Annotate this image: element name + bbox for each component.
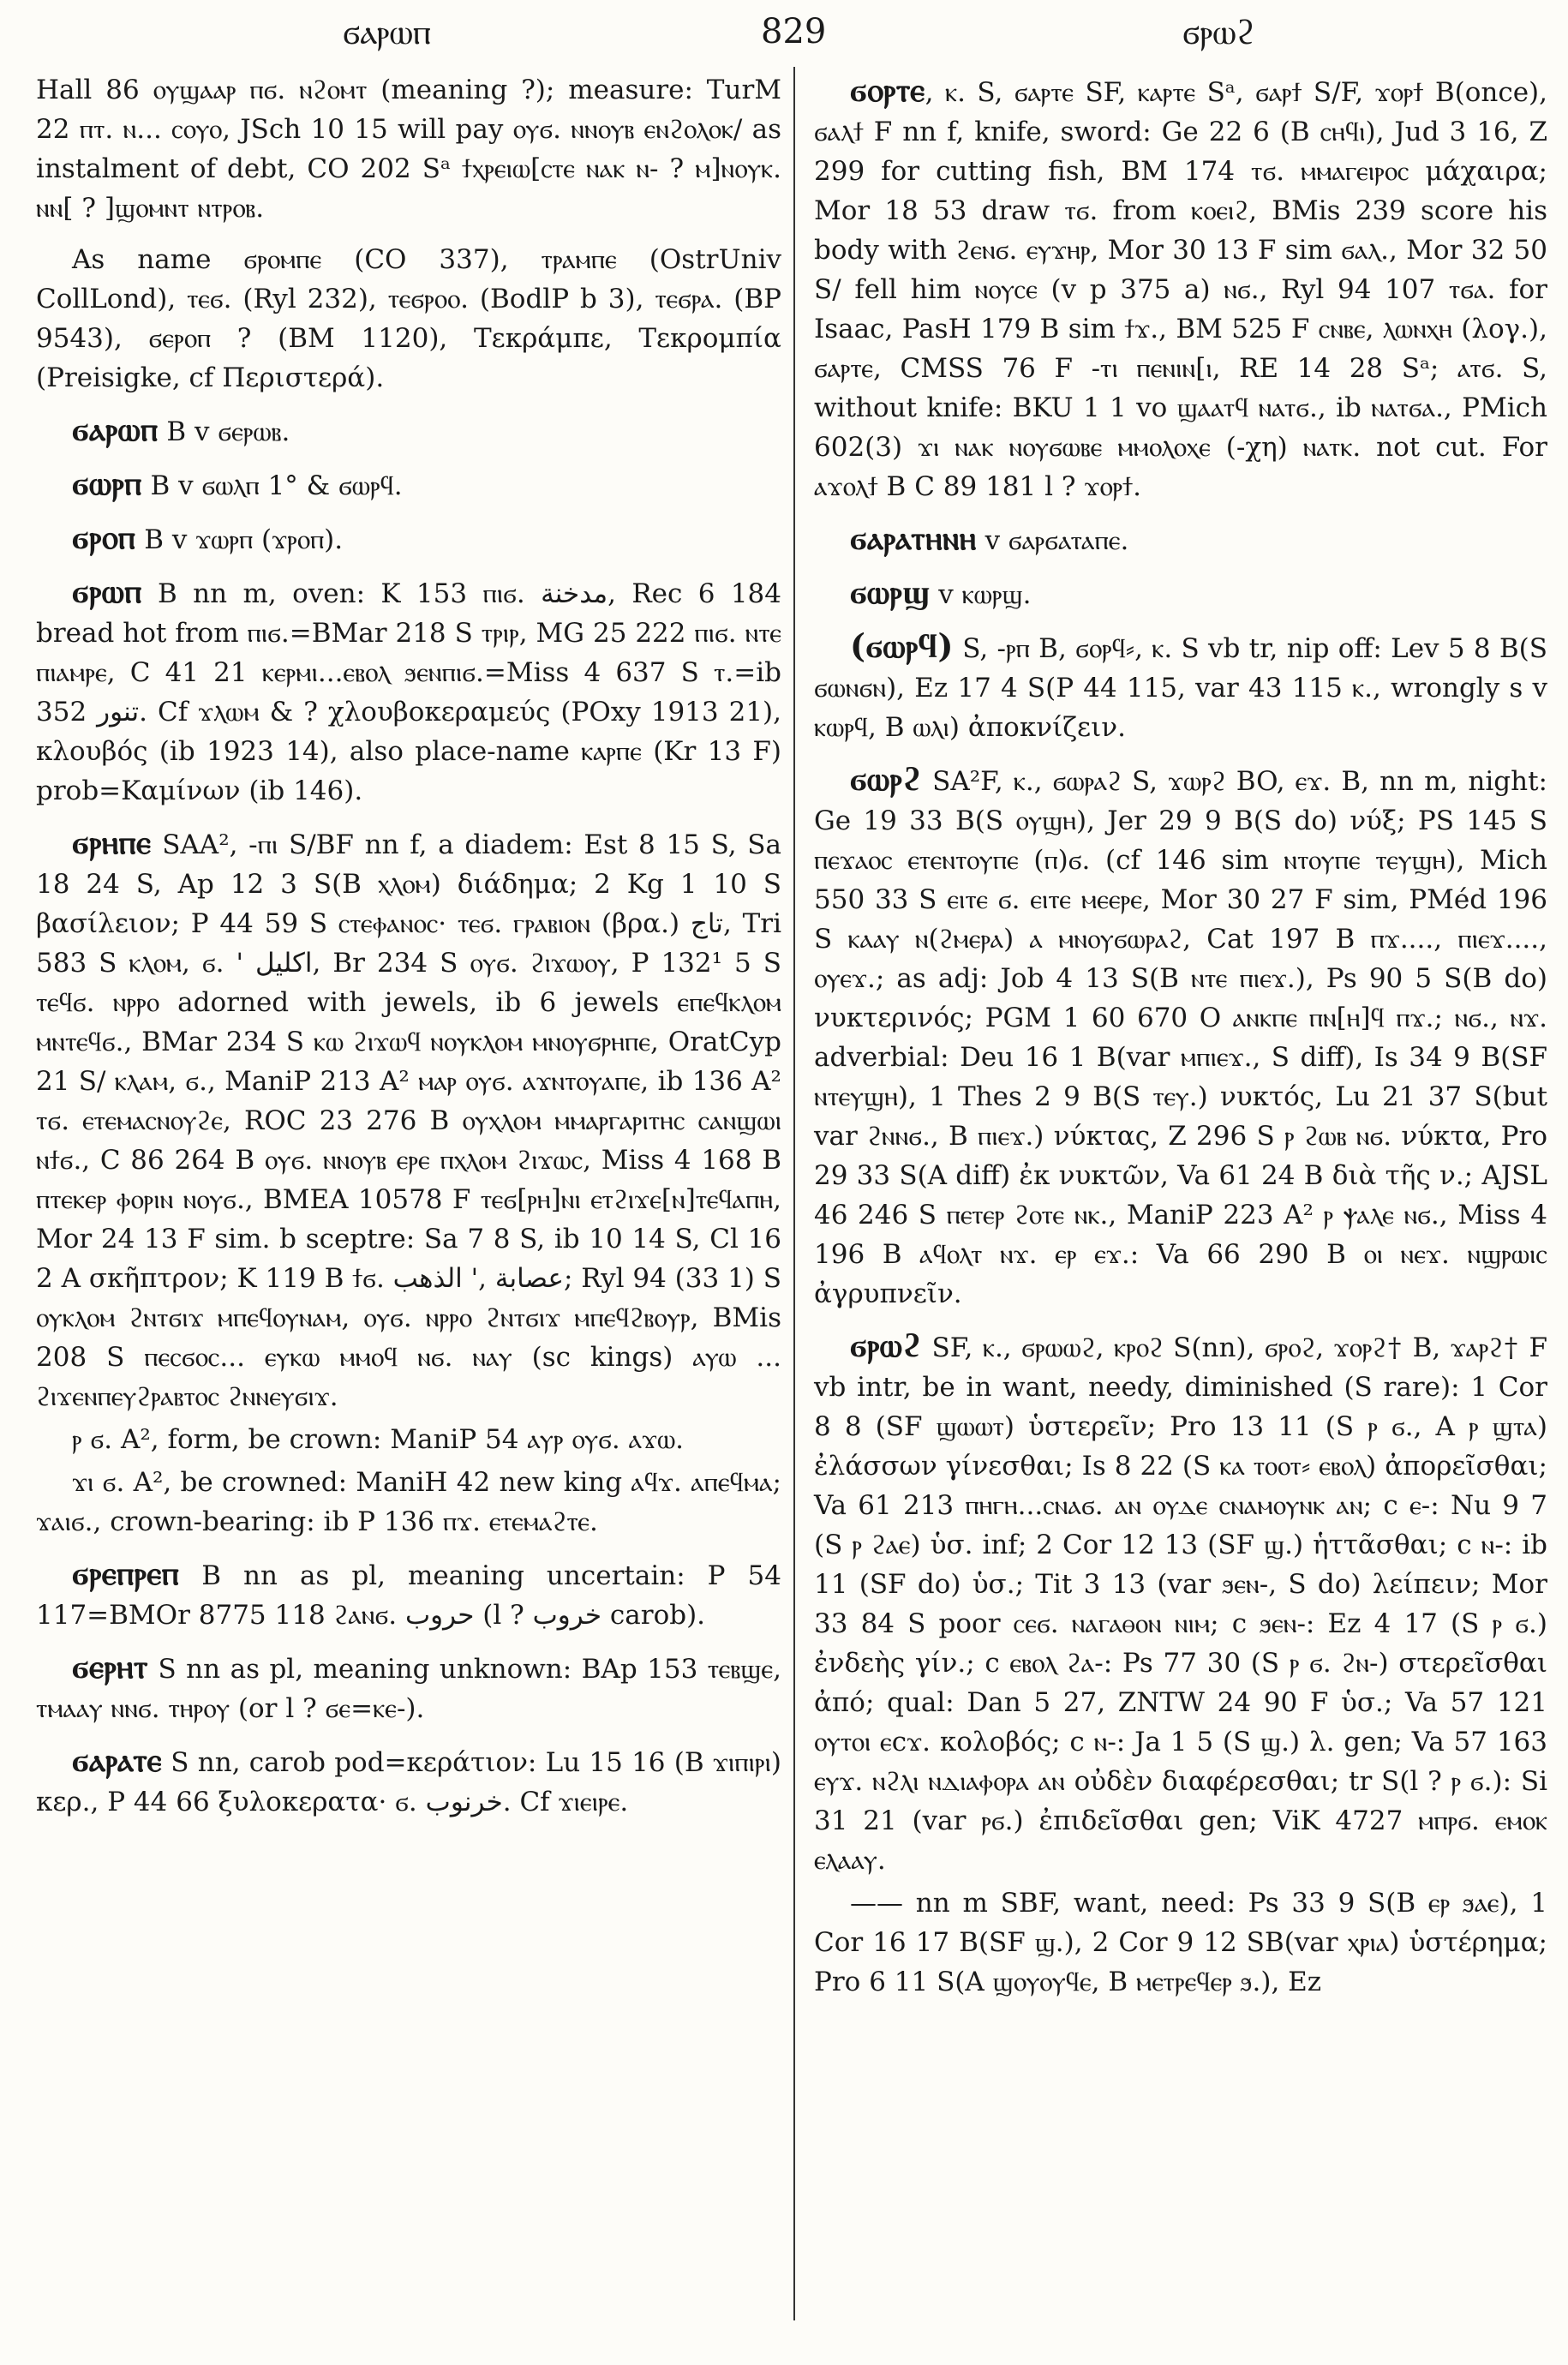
entry-text: —— nn m SBF, want, need: Ps 33 9 S(B ⲉⲣ ϧⲁⲉ), 1 Cor 16 17 B(SF ϣ.), 2 Cor 9 12 SB(var ⲭⲣⲓⲁ) ὑστέρημα; Pro 6 11 S(A ϣⲟⲩⲟⲩϥⲉ, B ⲙⲉⲧⲣⲉϥⲉⲣ ϧ.), Ez (814, 1888, 1547, 1997)
running-head (34, 12, 1534, 60)
entry-text: Hall 86 ⲟⲩϣⲁⲁⲣ ⲡϭ. ⲛϩⲟⲙⲧ (meaning ?); measure: TurM 22 ⲡⲧ. ⲛ... ⲥⲟⲩⲟ, JSch 10 15 will pay ⲟⲩϭ. ⲛⲛⲟⲩⲃ ⲉⲛϩⲟⲗⲟⲕ/ as instalment of debt, CO 202 Sᵃ ϯⲭⲣⲉⲓⲱ[ⲥⲧⲉ ⲛⲁⲕ ⲛ- ? ⲙ]ⲛⲟⲩⲕ. ⲛⲛ[ ? ]ϣⲟⲙⲛⲧ ⲛⲧⲣⲟⲃ. (36, 75, 781, 224)
entry-subsense (36, 1463, 781, 1542)
entry (36, 823, 781, 1416)
headword: ϭⲁⲣⲁⲧⲉ (72, 1740, 163, 1779)
entry-text: B v ϭⲉⲣⲱⲃ. (166, 416, 290, 447)
right-column (814, 70, 1547, 2014)
entry (36, 464, 781, 506)
headword: ϭⲣⲱϩ (850, 1326, 923, 1364)
headword: ϭⲁⲣⲱⲡ (72, 410, 159, 448)
headword: (ϭⲱⲣϥ) (850, 626, 954, 665)
headword: ϭⲣⲏⲡⲉ (72, 823, 152, 861)
headword: ϭⲱⲣϣ (850, 572, 931, 611)
entry-text: B v ϫⲱⲣⲡ (ϫⲣⲟⲡ). (144, 524, 344, 555)
entry (36, 1647, 781, 1728)
headword: ϭⲉⲣⲏⲧ (72, 1647, 149, 1685)
entry (36, 410, 781, 452)
entry (814, 759, 1547, 1314)
entry-text: B nn as pl, meaning uncertain: P 54 117=BMOr 8775 118 ϩⲁⲛϭ. حروب (l ? خروب carob). (36, 1560, 781, 1631)
entry (36, 518, 781, 560)
entry-subsense (814, 1883, 1547, 2002)
entry-subsense (36, 1420, 781, 1459)
entry (814, 626, 1547, 747)
entry-text: S nn, carob pod=κεράτιον: Lu 15 16 (B ϫⲓⲡⲓⲣⲓ) κερ., P 44 66 ξυλοκερατα· ϭ. خرنوب. Cf ϫⲓⲉⲓⲣⲉ. (36, 1747, 781, 1817)
entry-continuation (36, 70, 781, 228)
entry-text: S, -ⲣⲡ B, ϭⲟⲣϥ⸗, ⲕ. S vb tr, nip off: Lev 5 8 B(S ϭⲱⲛϭⲛ), Ez 17 4 S(P 44 115, var 43 115 ⲕ., wrongly s v ⲕⲱⲣϥ, B ⲱⲗⲓ) ἀποκνίζειν. (814, 633, 1547, 743)
header-left-word: ϭⲁⲣⲱⲡ (343, 13, 431, 52)
headword: ϭⲣⲱⲡ (72, 572, 142, 610)
entry-text: S nn as pl, meaning unknown: BAp 153 ⲧⲉⲃϣⲉ, ⲧⲙⲁⲁⲩ ⲛⲛϭ. ⲧⲏⲣⲟⲩ (or l ? ϭⲉ=ⲕⲉ-). (36, 1654, 781, 1724)
headword: ϭⲱⲣϩ (850, 759, 923, 798)
headword: ϭⲟⲣⲧⲉ (850, 70, 925, 109)
entry (814, 1326, 1547, 1880)
entry (814, 572, 1547, 614)
entry (814, 518, 1547, 560)
entry-text: SA²F, ⲕ., ϭⲱⲣⲁϩ S, ϫⲱⲣϩ BO, ⲉϫ. B, nn m, night: Ge 19 33 B(S ⲟⲩϣⲏ), Jer 29 9 B(S do) νύξ; PS 145 S ⲡⲉϫⲁⲟⲥ ⲉⲧⲉⲛⲧⲟⲩⲡⲉ (ⲡ)ϭ. (cf 146 sim ⲛⲧⲟⲩⲡⲉ ⲧⲉⲩϣⲏ), Mich 550 33 S ⲉⲓⲧⲉ ϭ. ⲉⲓⲧⲉ ⲙⲉⲉⲣⲉ, Mor 30 27 F sim, PMéd 196 S ⲕⲁⲁⲩ ⲛ(ϩⲙⲉⲣⲁ) ⲁ ⲙⲛⲟⲩϭⲱⲣⲁϩ, Cat 197 B ⲡϫ...., ⲡⲓⲉϫ...., ⲟⲩⲉϫ.; as adj: Job 4 13 S(B ⲛⲧⲉ ⲡⲓⲉϫ.), Ps 90 5 S(B do) νυκτερινός; PGM 1 60 670 O ⲁⲛⲕⲡⲉ ⲡⲛ[ⲏ]ϥ ⲡϫ.; ⲛϭ., ⲛϫ. adverbial: Deu 16 1 B(var ⲙⲡⲓⲉϫ., S diff), Is 34 9 B(SF ⲛⲧⲉⲩϣⲏ), 1 Thes 2 9 B(S ⲧⲉⲩ.) νυκτός, Lu 21 37 S(but var ϩⲛⲛϭ., B ⲡⲓⲉϫ.) νύκτας, Z 296 S ⲣ ϩⲱⲃ ⲛϭ. νύκτα, Pro 29 33 S(A diff) ἐκ νυκτῶν, Va 61 24 B διὰ τῆς ν.; AJSL 46 246 S ⲡⲉⲧⲉⲣ ϩⲟⲧⲉ ⲛⲕ., ManiP 223 A² ⲣ ⲯⲁⲗⲉ ⲛϭ., Miss 4 196 B ⲁϥⲟⲗⲧ ⲛϫ. ⲉⲣ ⲉϫ.: Va 66 290 B ⲟⲓ ⲛⲉϫ. ⲛϣⲣⲱⲓⲥ ἀγρυπνεῖν. (814, 766, 1547, 1309)
entry-text: v ⲕⲱⲣϣ. (938, 579, 1032, 610)
headword: ϭⲣⲉⲡⲣⲉⲡ (72, 1554, 180, 1592)
column-divider (793, 67, 795, 2320)
headword: ϭⲣⲟⲡ (72, 518, 136, 556)
entry-text: ⲣ ϭ. A², form, be crown: ManiP 54 ⲁⲩⲣ ⲟⲩϭ. ⲁϫⲱ. (72, 1424, 685, 1455)
entry (36, 572, 781, 811)
entry-text: B nn m, oven: K 153 ⲡⲓϭ. مدخنة, Rec 6 184 bread hot from ⲡⲓϭ.=BMar 218 S ⲧⲣⲓⲣ, MG 25 222 ⲡⲓϭ. ⲛⲧⲉ ⲡⲓⲁⲙⲣⲉ, C 41 21 ⲕⲉⲣⲙⲓ...ⲉⲃⲟⲗ ϧⲉⲛⲡⲓϭ.=Miss 4 637 S ⲧ.=ib 352 تنور. Cf ϫⲗⲱⲙ & ? χλουβοκεραμεύς (POxy 1913 21), κλουβός (ib 1923 14), also place-name ⲕⲁⲣⲡⲉ (Kr 13 F) prob=Καμίνων (ib 146). (36, 578, 782, 806)
entry (36, 1740, 781, 1822)
entry (814, 70, 1547, 506)
entry-text: SF, ⲕ., ϭⲣⲱⲱϩ, ⲕⲣⲟϩ S(nn), ϭⲣⲟϩ, ϫⲟⲣϩ† B, ϫⲁⲣϩ† F vb intr, be in want, needy, diminished (S rare): 1 Cor 8 8 (SF ϣⲱⲱⲧ) ὑστερεῖν; Pro 13 11 (S ⲣ ϭ., A ⲣ ϣⲧⲁ) ἐλάσσων γίνεσθαι; Is 8 22 (S ⲕⲁ ⲧⲟⲟⲧ⸗ ⲉⲃⲟⲗ) ἀπορεῖσθαι; Va 61 213 ⲡⲏⲅⲏ...ⲥⲛⲁϭ. ⲁⲛ ⲟⲩⲇⲉ ⲥⲛⲁⲙⲟⲩⲛⲕ ⲁⲛ; c ⲉ-: Nu 9 7 (S ⲣ ϩⲁⲉ) ὑσ. inf; 2 Cor 12 13 (SF ϣ.) ἡττᾶσθαι; c ⲛ-: ib 11 (SF do) ὑσ.; Tit 3 13 (var ϧⲉⲛ-, S do) λείπειν; Mor 33 84 S poor ⲥⲉϭ. ⲛⲁⲅⲁⲑⲟⲛ ⲛⲓⲙ; c ϧⲉⲛ-: Ez 4 17 (S ⲣ ϭ.) ἐνδεὴς γίν.; c ⲉⲃⲟⲗ ϩⲁ-: Ps 77 30 (S ⲣ ϭ. ϩⲛ-) στερεῖσθαι ἀπό; qual: Dan 5 27, ZNTW 24 90 F ὑσ.; Va 57 121 ⲟⲩⲧⲟⲓ ⲉϲϫ. κολοβός; c ⲛ-: Ja 1 5 (S ϣ.) λ. gen; Va 57 163 ⲉⲩϫ. ⲛϩⲗⲓ ⲛⲇⲓⲁⲫⲟⲣⲁ ⲁⲛ οὐδὲν διαφέρεσθαι; tr S(l ? ⲣ ϭ.): Si 31 21 (var ⲣϭ.) ἐπιδεῖσθαι gen; ViK 4727 ⲙⲡⲣϭ. ⲉⲙⲟⲕ ⲉⲗⲁⲁⲩ. (814, 1332, 1547, 1876)
entry-text: B v ϭⲱⲗⲡ 1° & ϭⲱⲣϥ. (150, 470, 403, 501)
entry-text: As name ϭⲣⲟⲙⲡⲉ (CO 337), ⲧⲣⲁⲙⲡⲉ (OstrUniv CollLond), ⲧⲉϭ. (Ryl 232), ⲧⲉϭⲣⲟⲟ. (BodlP b 3), ⲧⲉϭⲣⲁ. (BP 9543), ϭⲉⲣⲟⲡ ? (BM 1120), Τεκράμπε, Τεκρομπία (Preisigke, cf Περιστερά). (36, 244, 781, 393)
headword: ϭⲱⲣⲡ (72, 464, 142, 502)
entry-text: v ϭⲁⲣϭⲁⲧⲁⲡⲉ. (984, 525, 1129, 556)
entry (36, 1554, 781, 1635)
entry-text: ϫⲓ ϭ. A², be crowned: ManiH 42 new king ⲁϥϫ. ⲁⲡⲉϥⲙⲁ; ϫⲁⲓϭ., crown-bearing: ib P 136 ⲡϫ. ⲉⲧⲉⲙⲁϩⲧⲉ. (36, 1467, 781, 1537)
entry-text: SAA², -ⲡⲓ S/BF nn f, a diadem: Est 8 15 S, Sa 18 24 S, Ap 12 3 S(B ⲭⲗⲟⲙ) διάδημα; 2 Kg 1 10 S βασίλειον; P 44 59 S ⲥⲧⲉⲫⲁⲛⲟⲥ· ⲧⲉϭ. ⲅⲣⲁⲃⲓⲟⲛ (βρα.) تاج, Tri 583 S ⲕⲗⲟⲙ, ϭ. ' اكليل, Br 234 S ⲟⲩϭ. ϩⲓϫⲱⲟⲩ, P 132¹ 5 S ⲧⲉϥϭ. ⲛⲣⲣⲟ adorned with jewels, ib 6 jewels ⲉⲡⲉϥⲕⲗⲟⲙ ⲙⲛⲧⲉϥϭ., BMar 234 S ⲕⲱ ϩⲓϫⲱϥ ⲛⲟⲩⲕⲗⲟⲙ ⲙⲛⲟⲩϭⲣⲏⲡⲉ, OratCyp 21 S/ ⲕⲗⲁⲙ, ϭ., ManiP 213 A² ⲙⲁⲣ ⲟⲩϭ. ⲁϫⲛⲧⲟⲩⲁⲡⲉ, ib 136 A² ⲧϭ. ⲉⲧⲉⲙⲁⲥⲛⲟⲩϩⲉ, ROC 23 276 B ⲟⲩⲭⲗⲟⲙ ⲙⲙⲁⲣⲅⲁⲣⲓⲧⲏⲥ ⲥⲁⲛϣⲱⲓ ⲛϯϭ., C 86 264 B ⲟⲩϭ. ⲛⲛⲟⲩⲃ ⲉⲣⲉ ⲡⲭⲗⲟⲙ ϩⲓϫⲱⲥ, Miss 4 168 B ⲡⲧⲉⲕⲉⲣ ⲫⲟⲣⲓⲛ ⲛⲟⲩϭ., BMEA 10578 F ⲧⲉϭ[ⲣⲏ]ⲛⲓ ⲉⲧϩⲓϫⲉ[ⲛ]ⲧⲉϥⲁⲡⲏ, Mor 24 13 F sim. b sceptre: Sa 7 8 S, ib 10 14 S, Cl 16 2 A σκῆπτρον; K 119 B ϯϭ. عصابة ,' الذهب; Ryl 94 (33 1) S ⲟⲩⲕⲗⲟⲙ ϩⲛⲧϭⲓϫ ⲙⲡⲉϥⲟⲩⲛⲁⲙ, ⲟⲩϭ. ⲛⲣⲣⲟ ϩⲛⲧϭⲓϫ ⲙⲡⲉϥϩⲃⲟⲩⲣ, BMis 208 S ⲡⲉⲥϭⲟⲥ... ⲉⲩⲕⲱ ⲙⲙⲟϥ ⲛϭ. ⲛⲁⲩ (sc kings) ⲁⲩⲱ ... ϩⲓϫⲉⲛⲡⲉⲩϩⲣⲁⲃⲧⲟⲥ ϩⲛⲛⲉⲩϭⲓϫ. (36, 829, 781, 1412)
headword: ϭⲁⲣⲁⲧⲏⲛⲏ (850, 518, 977, 557)
entry-text: , ⲕ. S, ϭⲁⲣⲧⲉ SF, ⲕⲁⲣⲧⲉ Sᵃ, ϭⲁⲣϯ S/F, ϫⲟⲣϯ B(once), ϭⲁⲗϯ F nn f, knife, sword: Ge 22 6 (B ⲥⲏϥⲓ), Jud 3 16, Z 299 for cutting fish, BM 174 ⲧϭ. ⲙⲙⲁⲅⲉⲓⲣⲟⲥ μάχαιρα; Mor 18 53 draw ⲧϭ. from ⲕⲟⲉⲓϩ, BMis 239 score his body with ϩⲉⲛϭ. ⲉⲩϫⲏⲣ, Mor 30 13 F sim ϭⲁⲗ., Mor 32 50 S/ fell him ⲛⲟⲩⲥⲉ (v p 375 a) ⲛϭ., Ryl 94 107 ⲧϭⲁ. for Isaac, PasH 179 B sim ϯϫ., BM 525 F ⲥⲛⲃⲉ, ⲗⲱⲛⲭⲏ (λογ.), ϭⲁⲣⲧⲉ, CMSS 76 F -ⲧⲓ ⲡⲉⲛⲓⲛ[ⲓ, RE 14 28 Sᵃ; ⲁⲧϭ. S, without knife: BKU 1 1 vo ϣⲁⲁⲧϥ ⲛⲁⲧϭ., ib ⲛⲁⲧϭⲁ., PMich 602(3) ϫⲓ ⲛⲁⲕ ⲛⲟⲩϭⲱⲃⲉ ⲙⲙⲟⲗⲟⲭⲉ (-χη) ⲛⲁⲧⲕ. not cut. For ⲁϫⲟⲗϯ B C 89 181 l ? ϫⲟⲣϯ. (814, 77, 1547, 502)
header-right-word: ϭⲣⲱϩ (1182, 13, 1255, 52)
page-number: 829 (761, 12, 827, 51)
entry-note (36, 240, 781, 398)
left-column (36, 70, 781, 1834)
